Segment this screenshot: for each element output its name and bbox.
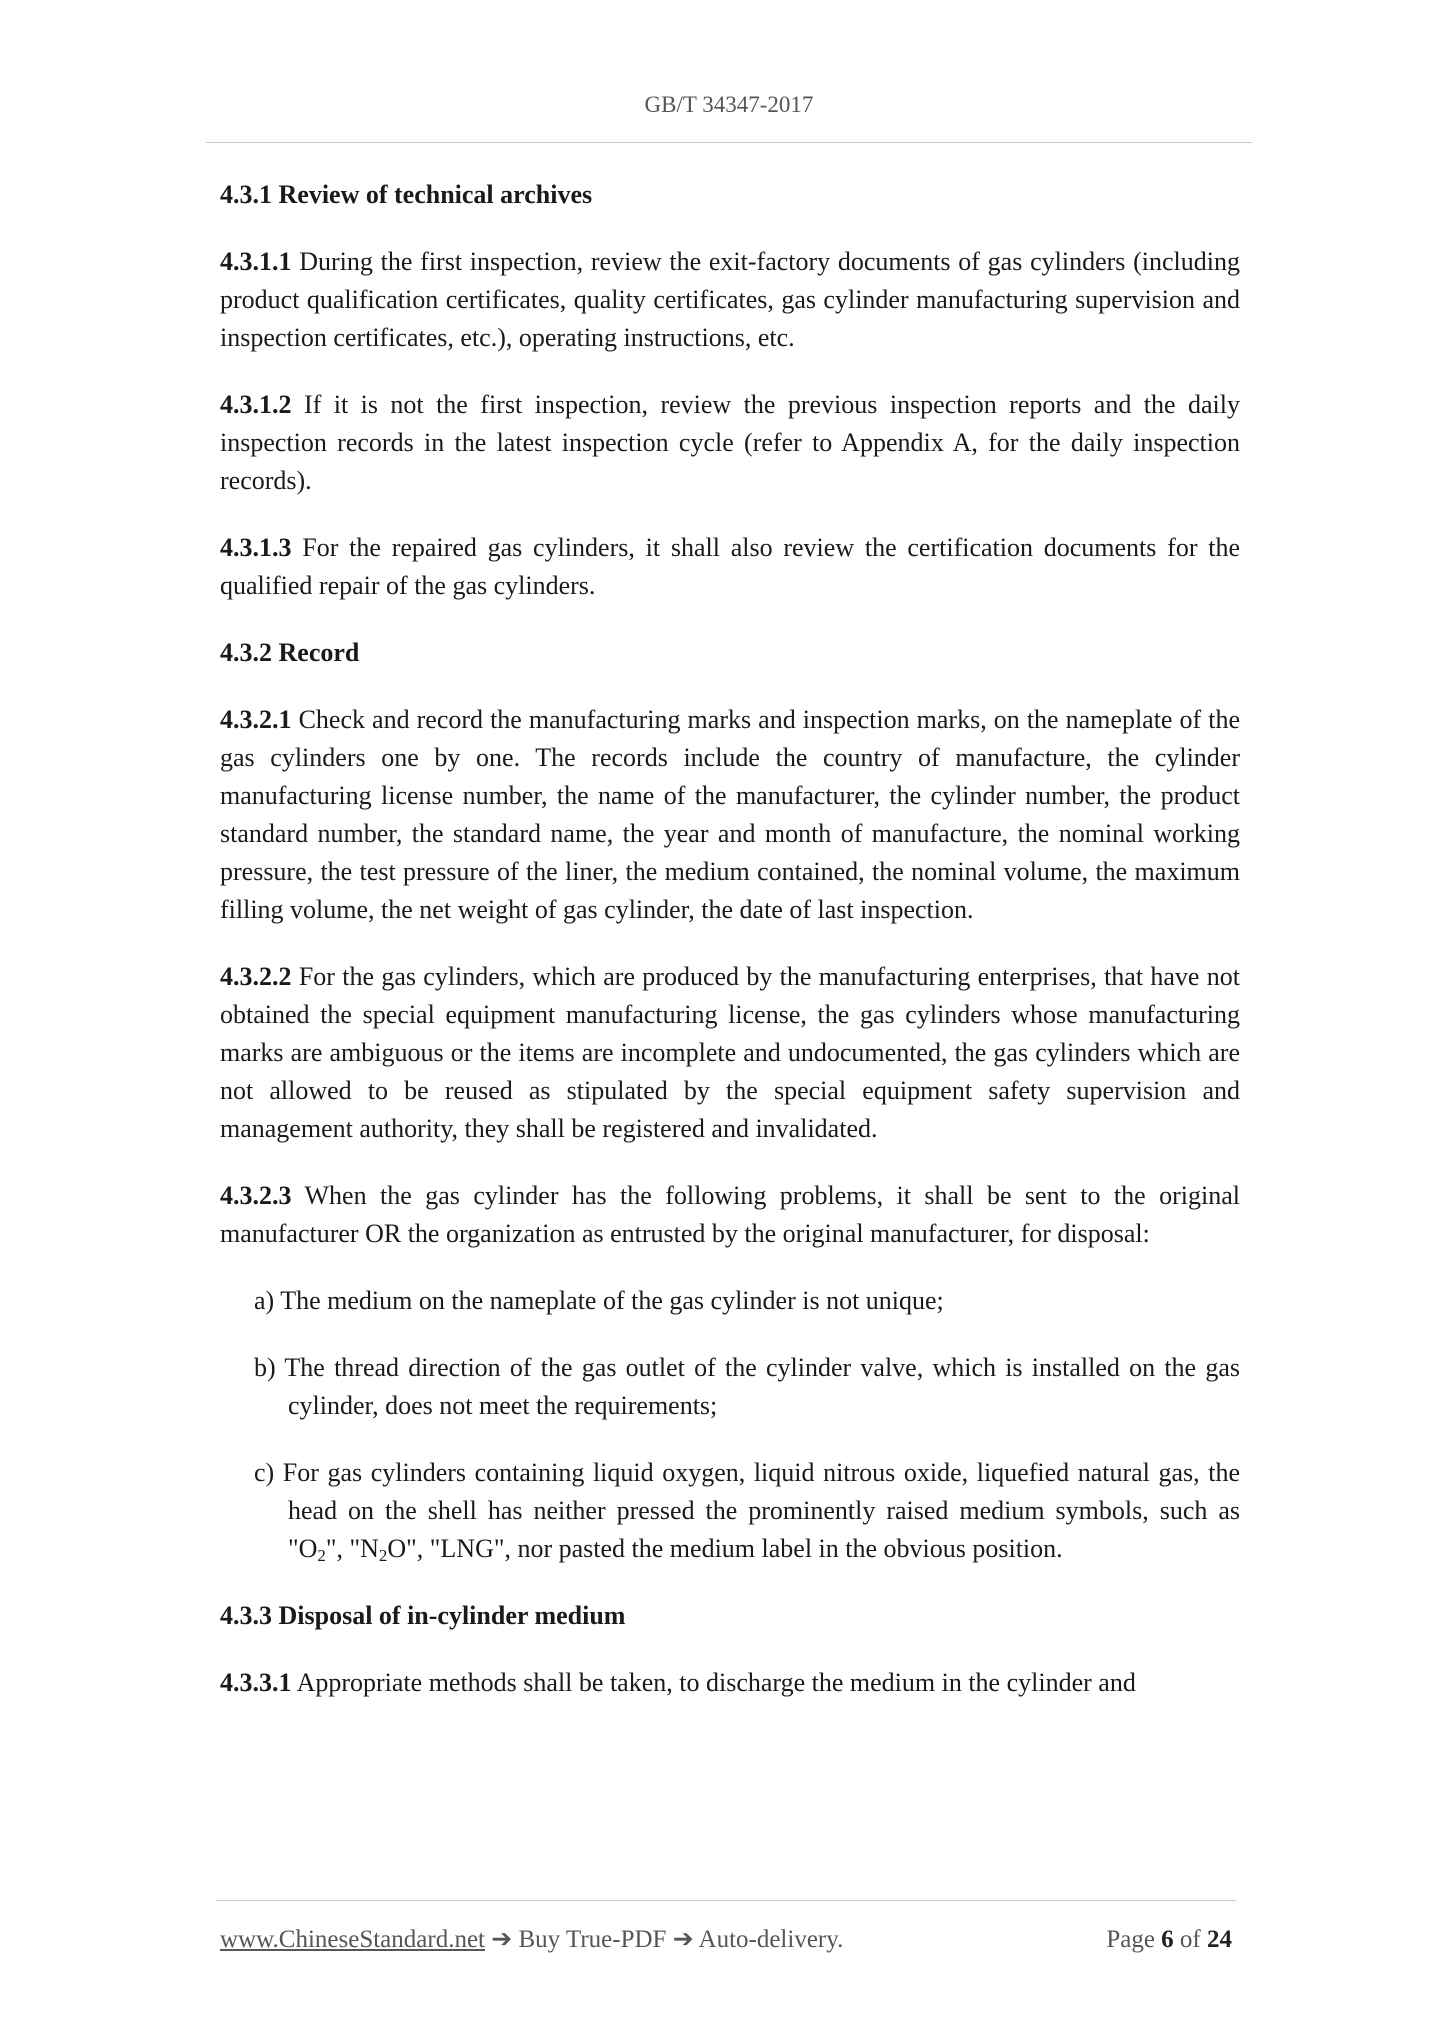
list-item-c bbox=[220, 1454, 1240, 1568]
list-item-c-text-3: O", "LNG", nor pasted the medium label in the obvious position. bbox=[387, 1534, 1063, 1563]
clause-text: Appropriate methods shall be taken, to discharge the medium in the cylinder and bbox=[296, 1668, 1136, 1697]
clause-number: 4.3.1.3 bbox=[220, 533, 292, 562]
clause-text: For the repaired gas cylinders, it shall also review the certification documents for the qualified repair of the gas cylinders. bbox=[220, 533, 1241, 600]
header-divider bbox=[206, 142, 1252, 143]
clause-text: If it is not the first inspection, review the previous inspection reports and the daily inspection records in the latest inspection cycle (refer to Appendix A, for the daily inspection records). bbox=[220, 390, 1240, 495]
section-heading-4-3-1: 4.3.1 Review of technical archives bbox=[220, 180, 593, 209]
subscript-2: 2 bbox=[317, 1546, 326, 1565]
clause-number: 4.3.2.1 bbox=[220, 705, 292, 734]
page-label: Page bbox=[1106, 1926, 1155, 1953]
page-footer bbox=[220, 1924, 1232, 1954]
clause-text: During the first inspection, review the exit-factory documents of gas cylinders (including product qualification certificates, quality certificates, gas cylinder manufacturing supervision and inspection certificates, etc.), operating instructions, etc. bbox=[220, 247, 1241, 352]
clause-text: When the gas cylinder has the following problems, it shall be sent to the original manufacturer OR the organization as entrusted by the original manufacturer, for disposal: bbox=[220, 1181, 1241, 1248]
clause-4-3-1-1 bbox=[220, 243, 1240, 357]
auto-delivery-text: Auto-delivery. bbox=[698, 1926, 844, 1953]
document-body bbox=[220, 176, 1240, 1731]
of-label: of bbox=[1179, 1926, 1201, 1953]
current-page-number: 6 bbox=[1161, 1926, 1174, 1953]
list-item-c-text-2: ", "N bbox=[325, 1534, 379, 1563]
section-heading-4-3-2: 4.3.2 Record bbox=[220, 638, 360, 667]
clause-number: 4.3.2.2 bbox=[220, 962, 292, 991]
total-pages-number: 24 bbox=[1207, 1926, 1232, 1953]
arrow-right-icon: ➔ bbox=[491, 1926, 513, 1953]
subscript-2: 2 bbox=[378, 1546, 388, 1565]
clause-number: 4.3.2.3 bbox=[220, 1181, 292, 1210]
clause-4-3-1-3 bbox=[220, 529, 1240, 605]
clause-text: Check and record the manufacturing marks and inspection marks, on the nameplate of the gas cylinders one by one. The records include the country of manufacture, the cylinder manufacturing license number, the name of the manufacturer, the cylinder number, the product standard number, the standard name, the year and month of manufacture, the nominal working pressure, the test pressure of the liner, the medium contained, the nominal volume, the maximum filling volume, the net weight of gas cylinder, the date of last inspection. bbox=[220, 705, 1240, 924]
website-link[interactable]: www.ChineseStandard.net bbox=[220, 1926, 485, 1953]
clause-4-3-3-1 bbox=[220, 1664, 1240, 1702]
document-code-header: GB/T 34347-2017 bbox=[644, 92, 814, 117]
page-indicator bbox=[1106, 1926, 1232, 1954]
footer-divider bbox=[216, 1900, 1236, 1901]
clause-number: 4.3.1.2 bbox=[220, 390, 292, 419]
clause-4-3-2-3 bbox=[220, 1177, 1240, 1253]
clause-text: For the gas cylinders, which are produced by the manufacturing enterprises, that have not obtained the special equipment manufacturing license, the gas cylinders whose manufacturing marks are ambiguous or the items are incomplete and undocumented, the gas cylinders which are not allowed to be reused as stipulated by the special equipment safety supervision and management authority, they shall be registered and invalidated. bbox=[220, 962, 1240, 1143]
arrow-right-icon: ➔ bbox=[672, 1926, 694, 1953]
clause-4-3-2-1 bbox=[220, 701, 1240, 929]
clause-number: 4.3.3.1 bbox=[220, 1668, 292, 1697]
section-heading-4-3-3: 4.3.3 Disposal of in-cylinder medium bbox=[220, 1601, 626, 1630]
clause-number: 4.3.1.1 bbox=[220, 247, 292, 276]
buy-true-pdf-text: Buy True-PDF bbox=[518, 1926, 667, 1953]
list-item-a: a) The medium on the nameplate of the gas cylinder is not unique; bbox=[254, 1286, 944, 1315]
footer-promo bbox=[220, 1924, 843, 1954]
list-item-c-text-1: c) For gas cylinders containing liquid oxygen, liquid nitrous oxide, liquefied natural gas, the head on the shell has neither pressed the prominently raised medium symbols, such as "O bbox=[254, 1458, 1240, 1563]
clause-4-3-2-2 bbox=[220, 958, 1240, 1148]
list-item-b: b) The thread direction of the gas outlet of the cylinder valve, which is installed on the gas cylinder, does not meet the requirements; bbox=[254, 1353, 1240, 1420]
clause-4-3-1-2 bbox=[220, 386, 1240, 500]
